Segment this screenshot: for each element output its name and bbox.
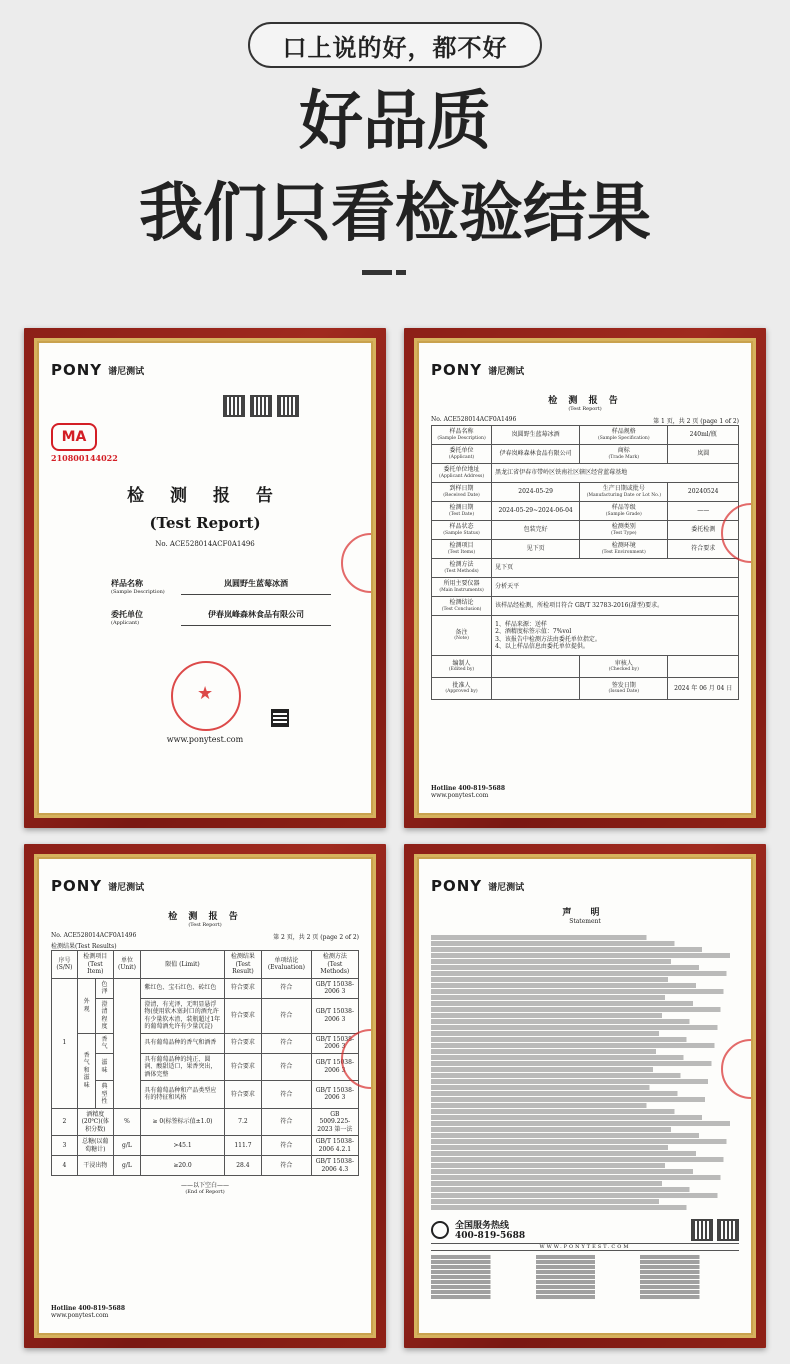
field-label: 委托单位 (Applicant)	[432, 445, 492, 464]
field-label: 样品等级 (Sample Grade)	[580, 502, 668, 521]
qr-code-icon	[277, 395, 299, 417]
qr-code-icon	[271, 709, 289, 727]
report-number: No. ACE528014ACF0A1496	[155, 540, 255, 548]
table-row	[432, 502, 739, 521]
certificate-cover-frame	[24, 328, 386, 828]
field-label: 备注 (Note)	[432, 616, 492, 656]
qr-code-icon	[717, 1219, 739, 1241]
report-title-en: (Test Report)	[568, 406, 602, 412]
slogan-pill	[248, 22, 542, 68]
table-row	[432, 578, 739, 597]
table-row	[432, 464, 739, 483]
report-footer: Hotline 400-819-5688 www.ponytest.com	[431, 785, 505, 799]
table-row	[432, 597, 739, 616]
field-label: 样品名称 (Sample Description)	[432, 426, 492, 445]
certificate-page1-frame	[404, 328, 766, 828]
end-of-report: ——以下空白——	[180, 1182, 229, 1189]
field-label: 生产日期或批号 (Manufacturing Date or Lot No.)	[580, 483, 668, 502]
pony-logo: PONY 谱尼测试	[51, 361, 145, 379]
field-label: 样品规格 (Sample Specification)	[580, 426, 668, 445]
table-row: 香气和滋味 香气 具有葡萄品种的香气和酒香 符合要求 符合 GB/T 15038-2006 3	[52, 1033, 359, 1053]
certificate-page2	[39, 859, 371, 1333]
certificate-page1	[419, 343, 751, 813]
headline-inspection: 我们只看检验结果	[139, 177, 651, 251]
headline-quality: 好品质	[299, 85, 491, 159]
report-table	[431, 425, 739, 700]
sample-row: 样品名称 (Sample Description) 岚圆野生蓝莓冰酒	[111, 578, 359, 595]
certificate-cover	[39, 343, 371, 813]
field-label: 商标 (Trade Mark)	[580, 445, 668, 464]
cma-number: 210800144022	[51, 453, 118, 463]
field-label: 审核人 (Checked by)	[580, 656, 668, 678]
table-row: 澄清程度 澄清，有光泽，无明显悬浮物(使用软木塞封口的酒允许有少量软木渣，装瓶超过1年的葡萄酒允许有少量沉淀) 符合要求 符合 GB/T 15038-2006 3	[52, 998, 359, 1033]
qr-code-icon	[223, 395, 245, 417]
field-value: 240ml/瓶	[668, 426, 739, 445]
certificate-statement	[419, 859, 751, 1333]
certificate-page2-frame	[24, 844, 386, 1348]
statement-title: 声 明	[562, 908, 608, 918]
table-row	[432, 426, 739, 445]
report-title-en: (Test Report)	[149, 514, 261, 532]
pony-logo: PONY 谱尼测试	[431, 877, 525, 895]
field-value: 见下页	[492, 559, 739, 578]
qr-codes	[51, 395, 299, 417]
qr-code-icon	[691, 1219, 713, 1241]
field-value: 委托检测	[668, 521, 739, 540]
field-label: 委托单位地址 (Applicant Address)	[432, 464, 492, 483]
signature-row: 批准人 (Approved by) 签发日期 (Issued Date) 2024 年 06 月 04 日	[432, 678, 739, 700]
report-title-cn: 检 测 报 告	[168, 912, 242, 922]
table-row: 3 总糖(以葡萄糖计) g/L >45.1 111.7 符合 GB/T 15038-2006 4.2.1	[52, 1136, 359, 1156]
field-value: 黑龙江省伊春市带岭区铁南社区辖区经营蓝莓基地	[492, 464, 739, 483]
report-meta: No. ACE528014ACF0A1496 第 1 页，共 2 页 (page 1 of 2)	[431, 416, 739, 425]
website: www.ponytest.com	[166, 735, 244, 744]
results-table	[51, 950, 359, 1176]
field-label: 到样日期 (Received Date)	[432, 483, 492, 502]
field-value: 符合要求	[668, 540, 739, 559]
table-row	[432, 521, 739, 540]
pony-logo: PONY 谱尼测试	[51, 877, 145, 895]
divider	[362, 270, 406, 275]
field-label: 签发日期 (Issued Date)	[580, 678, 668, 700]
report-meta: No. ACE528014ACF0A1496 第 2 页，共 2 页 (page 2 of 2)	[51, 932, 359, 941]
table-row: 2 酒精度(20℃)(体积分数) % ≥ 0(标签标示值±1.0) 7.2 符合 GB 5009.225-2023 第一法	[52, 1108, 359, 1136]
field-value: ——	[668, 502, 739, 521]
report-title-cn: 检 测 报 告	[548, 396, 622, 406]
statement-title-en: Statement	[569, 918, 601, 925]
field-label: 检测方法 (Test Methods)	[432, 559, 492, 578]
notes-row	[432, 616, 739, 656]
cma-mark: MA	[51, 423, 97, 451]
table-header: 序号 (S/N) 检测项目 (Test Item) 单位 (Unit) 限值 (Limit) 检测结果 (Test Result) 单项结论 (Evaluation) 检测方法 (Test Methods)	[52, 951, 359, 979]
statement-text	[431, 935, 739, 1210]
field-value: 20240524	[668, 483, 739, 502]
notes-value: 1、样品来源：送样 2、酒精度标签示值：7%vol 3、该报告中检测方法由委托单位指定。 4、以上样品信息由委托单位提供。	[492, 616, 739, 656]
red-seal-icon	[171, 661, 241, 731]
table-row: 典型性 具有葡萄品种和产品类型应有的特征和风格 符合要求 符合 GB/T 15038-2006 3	[52, 1081, 359, 1109]
website: WWW.PONYTEST.COM	[431, 1243, 739, 1251]
table-row	[432, 483, 739, 502]
field-value: 该样品经检测，所检项目符合 GB/T 32783-2016(甜型)要求。	[492, 597, 739, 616]
field-label: 检测结论 (Test Conclusion)	[432, 597, 492, 616]
field-label: 所用主要仪器 (Main Instruments)	[432, 578, 492, 597]
signature-row	[432, 656, 739, 678]
table-row	[432, 559, 739, 578]
pony-logo: PONY 谱尼测试	[431, 361, 525, 379]
field-label: 检测项目 (Test Items)	[432, 540, 492, 559]
field-value: 分析天平	[492, 578, 739, 597]
field-value: 2024-05-29	[492, 483, 580, 502]
field-value: 见下页	[492, 540, 580, 559]
qr-code-icon	[250, 395, 272, 417]
field-value: 包装完好	[492, 521, 580, 540]
phone-icon	[431, 1221, 449, 1239]
report-title-cn: 检 测 报 告	[127, 486, 283, 506]
field-label: 检测日期 (Test Date)	[432, 502, 492, 521]
field-label: 批准人 (Approved by)	[432, 678, 492, 700]
table-row: 1 外观 色泽 紫红色、宝石红色、砖红色 符合要求 符合 GB/T 15038-2006 3	[52, 978, 359, 998]
table-row: 4 干浸出物 g/L ≥20.0 28.4 符合 GB/T 15038-2006 4.3	[52, 1156, 359, 1176]
field-value: 2024-05-29~2024-06-04	[492, 502, 580, 521]
table-row	[432, 540, 739, 559]
slogan-text: 口上说的好，都不好	[282, 33, 508, 62]
certificate-statement-frame	[404, 844, 766, 1348]
field-value: 岚圆野生蓝莓冰酒	[492, 426, 580, 445]
field-label: 检测类别 (Test Type)	[580, 521, 668, 540]
field-label: 样品状态 (Sample Status)	[432, 521, 492, 540]
field-value: 岚圆	[668, 445, 739, 464]
report-footer: Hotline 400-819-5688 www.ponytest.com	[51, 1305, 125, 1319]
table-row	[432, 445, 739, 464]
field-label: 检测环境 (Test Environment)	[580, 540, 668, 559]
field-value: 伊春岚峰森林食品有限公司	[492, 445, 580, 464]
service-hotline: 全国服务热线 400-819-5688	[431, 1218, 739, 1241]
branch-addresses	[431, 1255, 739, 1299]
end-of-report-en: (End of Report)	[185, 1189, 225, 1195]
section-title: 检测结果(Test Results)	[51, 943, 117, 950]
applicant-row: 委托单位 (Applicant) 伊春岚峰森林食品有限公司	[111, 609, 359, 626]
report-title-en: (Test Report)	[188, 922, 222, 928]
field-label: 编制人 (Edited by)	[432, 656, 492, 678]
table-row: 滋味 具有葡萄品种的纯正、圆润、酸甜适口，果香突出，酒体完整 符合要求 符合 GB/T 15038-2006 3	[52, 1053, 359, 1081]
